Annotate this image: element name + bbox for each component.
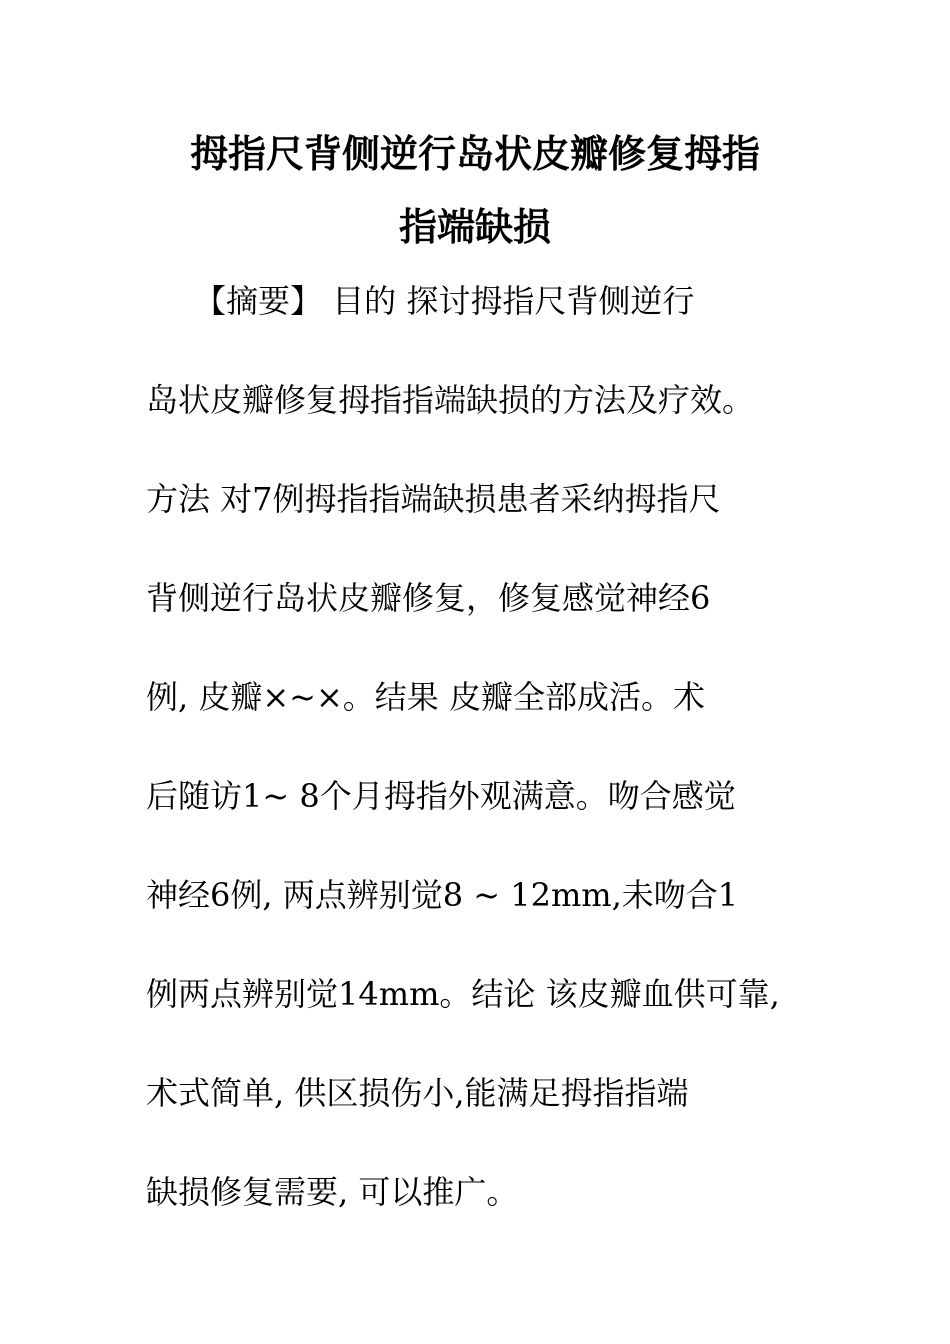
- abstract-line-10: 缺损修复需要, 可以推广。: [146, 1173, 519, 1211]
- abstract-line-5: 例, 皮瓣×~×。结果 皮瓣全部成活。术: [146, 678, 705, 716]
- abstract-line-9: 术式简单, 供区损伤小,能满足拇指指端: [146, 1074, 689, 1112]
- abstract-line-7: 神经6例, 两点辨别觉8 ~ 12mm,未吻合1: [146, 876, 739, 914]
- abstract-line-2: 岛状皮瓣修复拇指指端缺损的方法及疗效。: [146, 381, 755, 419]
- abstract-line-8: 例两点辨别觉14mm。结论 该皮瓣血供可靠,: [146, 975, 780, 1013]
- abstract-line-4: 背侧逆行岛状皮瓣修复，修复感觉神经6: [146, 579, 711, 617]
- abstract-line-3: 方法 对7例拇指指端缺损患者采纳拇指尺: [146, 480, 721, 518]
- document-title-line-2: 指端缺损: [398, 205, 551, 249]
- document-title-line-1: 拇指尺背侧逆行岛状皮瓣修复拇指: [189, 132, 760, 176]
- abstract-line-6: 后随访1~ 8个月拇指外观满意。吻合感觉: [146, 777, 736, 815]
- abstract-line-1: 【摘要】 目的 探讨拇指尺背侧逆行: [146, 282, 695, 320]
